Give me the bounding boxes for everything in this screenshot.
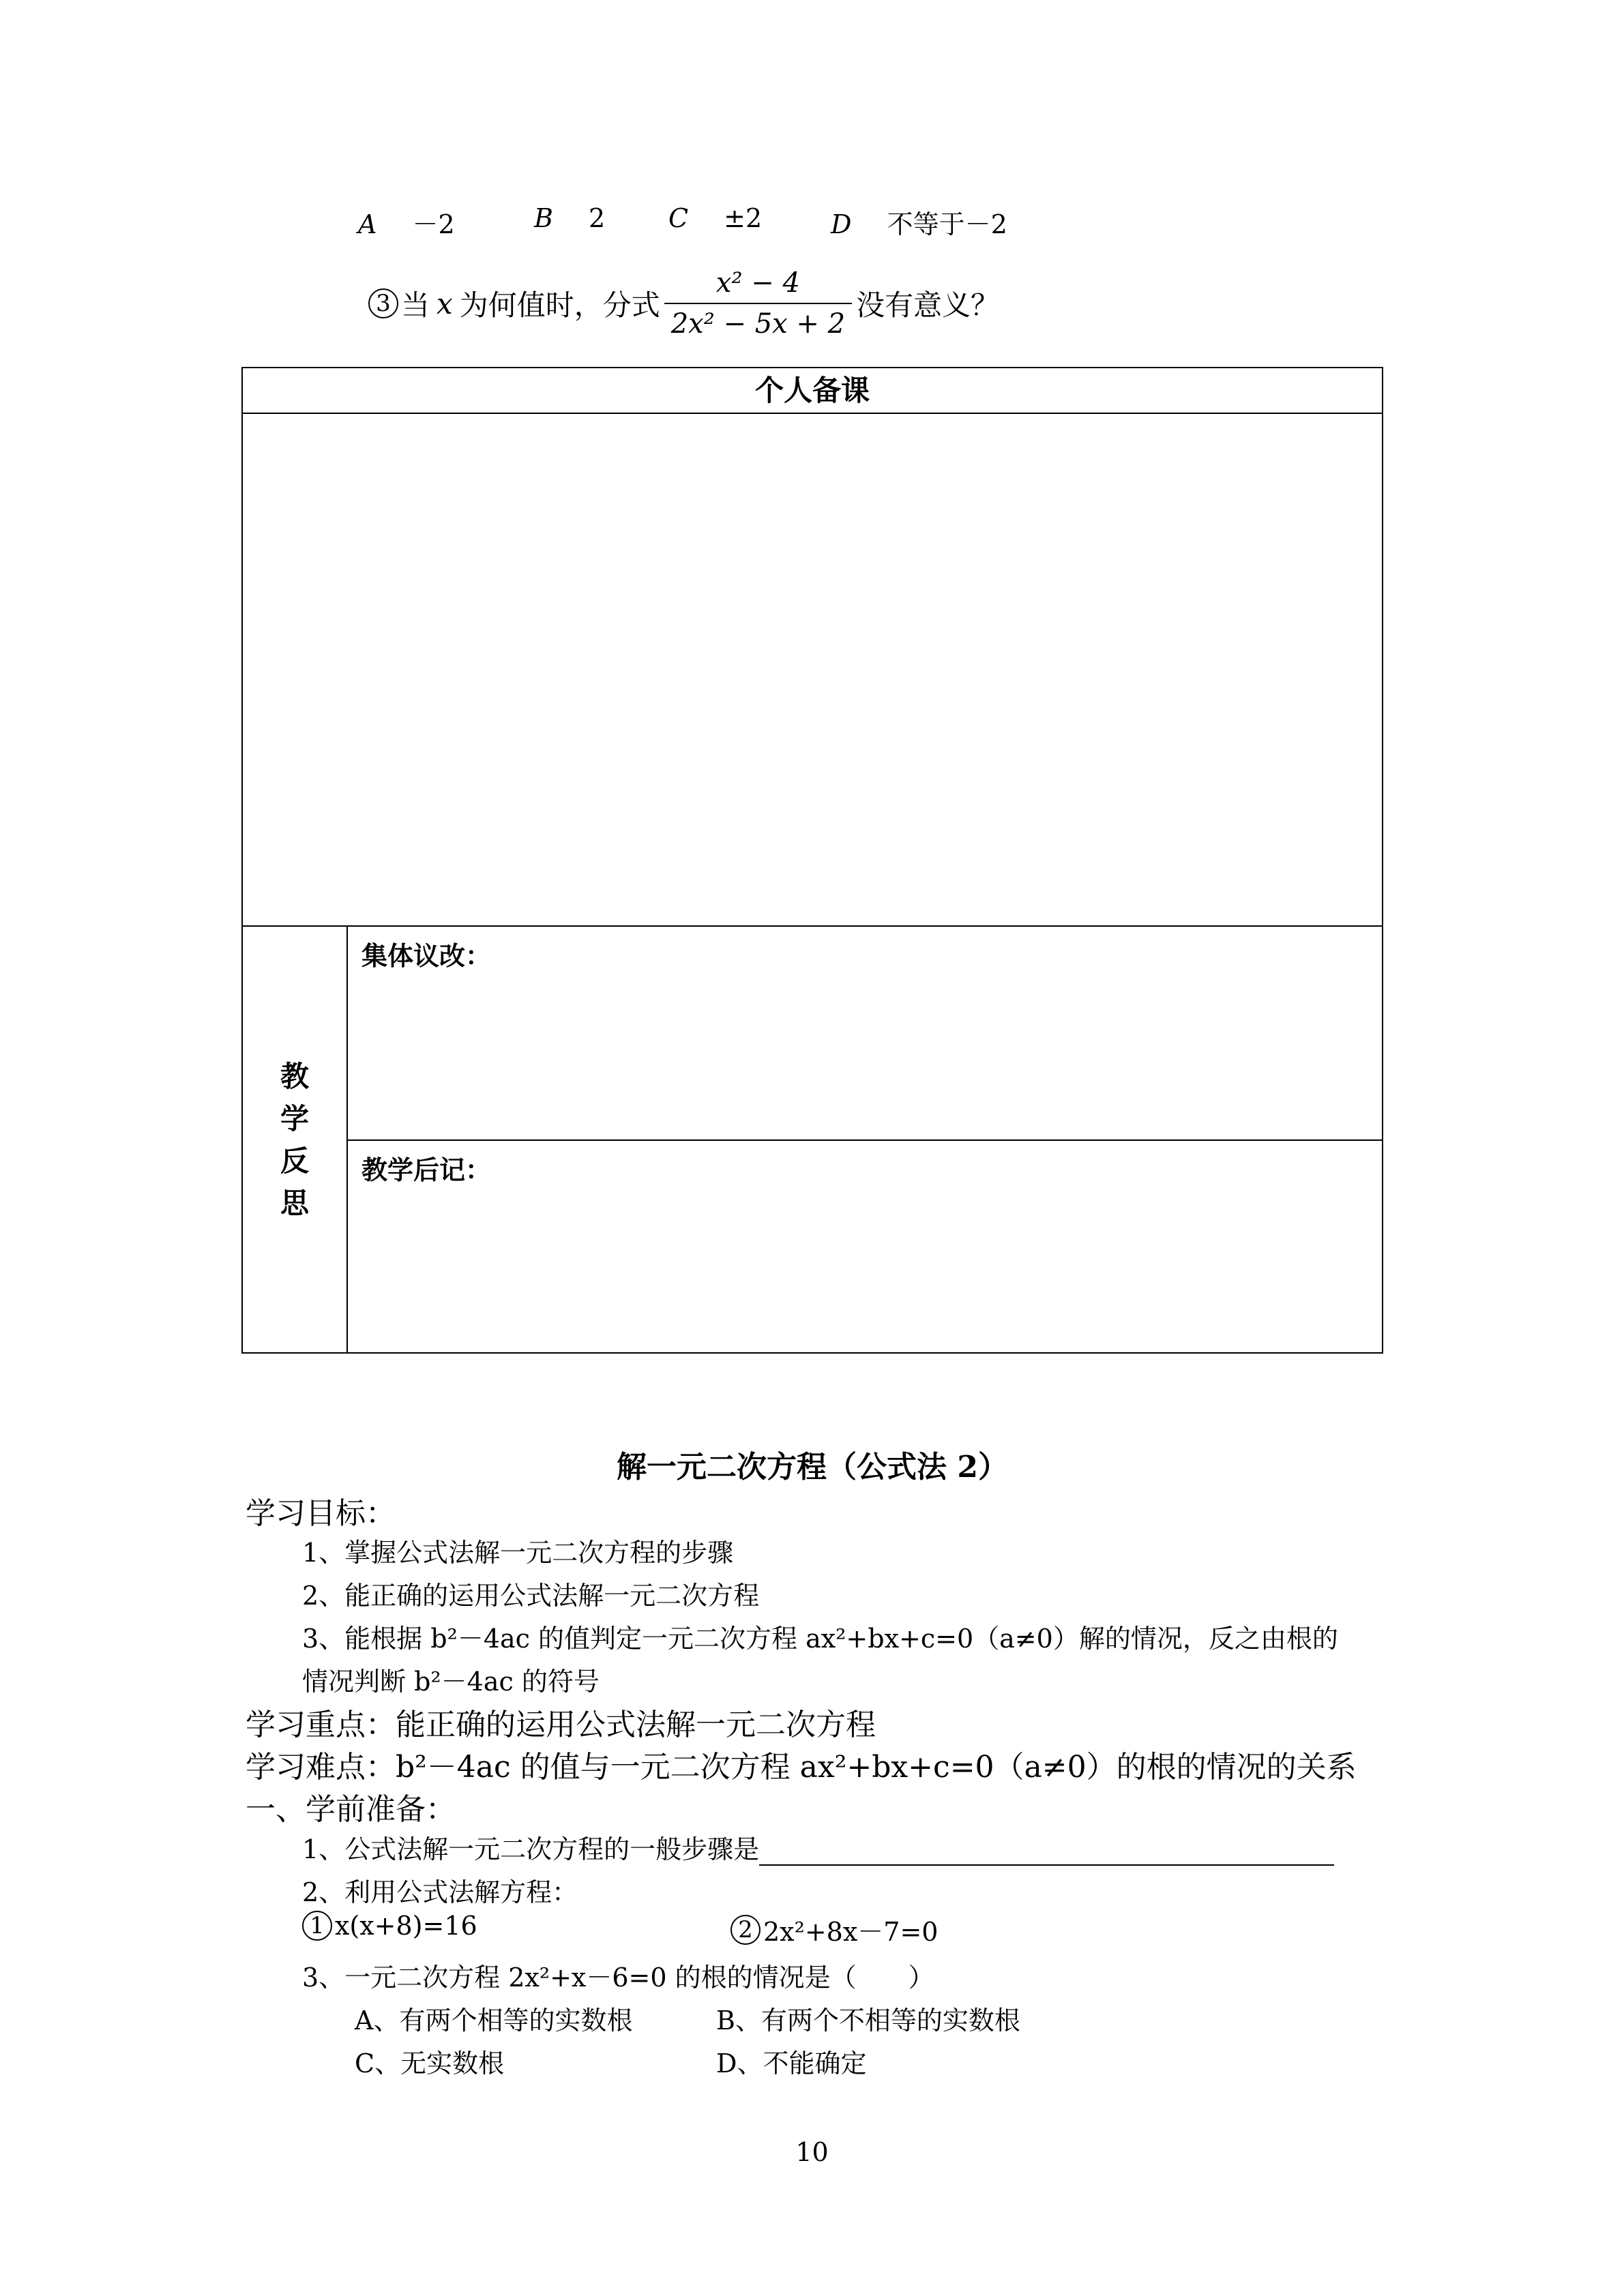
equation-2-number-icon: 2: [730, 1915, 761, 1945]
option-c: [668, 203, 762, 233]
side-label-char: 思: [280, 1187, 309, 1220]
key-point: 学习重点：能正确的运用公式法解一元二次方程: [246, 1708, 876, 1742]
table-border-right: [1382, 367, 1383, 1354]
question-3-variable: x: [437, 286, 453, 320]
equation-1: [302, 1911, 477, 1941]
item-1-text: 1、公式法解一元二次方程的一般步骤是: [302, 1834, 760, 1864]
goals-heading: 学习目标：: [246, 1496, 396, 1531]
option-c-value: ±2: [724, 203, 763, 233]
lesson-title: 解一元二次方程（公式法 2）: [617, 1450, 1008, 1485]
equation-1-text: x(x+8)=16: [335, 1911, 477, 1941]
goal-1: 1、掌握公式法解一元二次方程的步骤: [302, 1538, 734, 1568]
item-3: 3、一元二次方程 2x²+x－6=0 的根的情况是（ ）: [302, 1963, 934, 1993]
fraction-denominator: 2x² − 5x + 2: [664, 303, 852, 340]
question-3-number-icon: 3: [368, 288, 398, 318]
option-d-value: 不等于－2: [887, 209, 1007, 239]
answer-blank[interactable]: [759, 1843, 1334, 1866]
table-section-divider: [241, 925, 1383, 927]
goal-3-line-2: 情况判断 b²－4ac 的符号: [302, 1667, 600, 1697]
table-row-divider: [346, 1139, 1383, 1141]
table-border-top: [241, 367, 1383, 368]
option-a-letter: A: [358, 209, 377, 239]
side-label-char: 反: [280, 1144, 309, 1178]
choice-c: C、无实数根: [355, 2048, 505, 2078]
equation-2-text: 2x²+8x－7=0: [763, 1917, 939, 1947]
goal-3-line-1: 3、能根据 b²－4ac 的值判定一元二次方程 ax²+bx+c=0（a≠0）解的情况，反之由根的: [302, 1624, 1338, 1654]
prep-heading: 一、学前准备：: [246, 1792, 456, 1827]
difficulty: 学习难点：b²－4ac 的值与一元二次方程 ax²+bx+c=0（a≠0）的根的情况的关系: [246, 1750, 1357, 1785]
item-1: [302, 1828, 1334, 1866]
item-2: 2、利用公式法解方程：: [302, 1877, 578, 1907]
fraction: [664, 267, 852, 340]
option-d-letter: D: [831, 209, 852, 239]
question-3: [368, 259, 999, 348]
collective-revision-label: 集体议改：: [361, 940, 492, 971]
option-a: [358, 203, 455, 241]
question-3-suffix: 没有意义？: [856, 288, 1000, 322]
side-label-char: 学: [280, 1102, 309, 1135]
option-b: [534, 203, 605, 233]
goal-2: 2、能正确的运用公式法解一元二次方程: [302, 1581, 760, 1611]
table-border-bottom: [241, 1352, 1383, 1354]
option-b-letter: B: [534, 203, 553, 233]
option-d: [831, 203, 1007, 241]
equation-1-number-icon: 1: [302, 1911, 332, 1941]
page-number: 10: [795, 2137, 829, 2167]
choice-a: A、有两个相等的实数根: [355, 2006, 633, 2036]
option-a-value: －2: [412, 209, 455, 239]
fraction-numerator: x² − 4: [715, 267, 800, 299]
choice-d: D、不能确定: [716, 2048, 867, 2078]
option-c-letter: C: [668, 203, 689, 233]
option-b-value: 2: [589, 203, 606, 233]
prep-header: 个人备课: [754, 374, 870, 407]
equation-2: [730, 1911, 938, 1948]
side-label-char: 教: [280, 1060, 309, 1093]
table-header-divider: [241, 413, 1383, 414]
question-3-middle: 为何值时，分式: [459, 288, 660, 322]
teaching-afterword-label: 教学后记：: [361, 1154, 492, 1185]
question-3-prefix: 当: [401, 288, 430, 322]
reflection-side-label: [243, 1056, 346, 1225]
choice-b: B、有两个不相等的实数根: [716, 2006, 1020, 2036]
table-side-divider: [346, 925, 348, 1354]
